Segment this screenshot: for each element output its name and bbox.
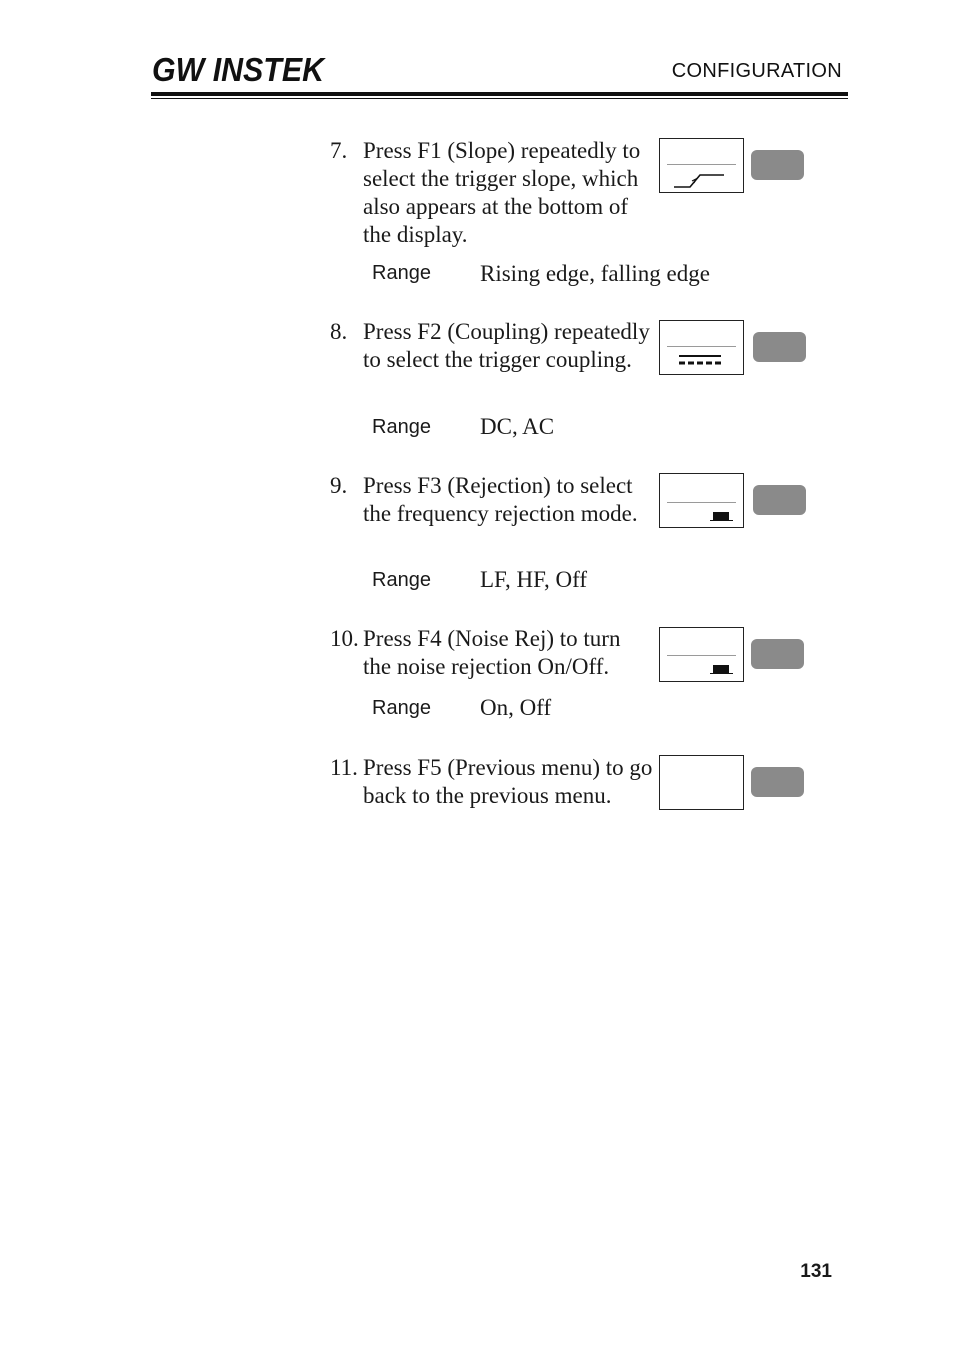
f2-softkey-screen	[659, 320, 744, 375]
f5-softkey-screen	[659, 755, 744, 810]
step-number: 7.	[330, 138, 348, 163]
step-number: 10.	[330, 626, 359, 651]
f1-softkey-screen	[659, 138, 744, 193]
step-text: Press F5 (Previous menu) to go back to the previous menu.	[363, 755, 653, 808]
f5-button[interactable]	[751, 767, 804, 797]
range-value: LF, HF, Off	[480, 567, 588, 592]
f1-button[interactable]	[751, 150, 804, 180]
step-text: Press F3 (Rejection) to select the frequency rejection mode.	[363, 473, 638, 526]
range-label: Range	[372, 416, 431, 438]
f4-button[interactable]	[751, 639, 804, 669]
dc-coupling-icon	[679, 354, 723, 366]
header-rule-thin	[151, 98, 848, 99]
range-value: On, Off	[480, 695, 552, 720]
header-rule	[151, 92, 848, 96]
step-text: Press F1 (Slope) repeatedly to select the trigger slope, which also appears at the bottom of the display.	[363, 138, 641, 247]
range-label: Range	[372, 569, 431, 591]
gw-instek-logo	[152, 52, 327, 86]
f4-softkey-screen	[659, 627, 744, 682]
f2-button[interactable]	[753, 332, 806, 362]
rising-slope-icon	[674, 169, 726, 189]
range-value: Rising edge, falling edge	[480, 261, 710, 286]
f3-button[interactable]	[753, 485, 806, 515]
step-text: Press F2 (Coupling) repeatedly to select the trigger coupling.	[363, 319, 650, 372]
range-value: DC, AC	[480, 414, 555, 439]
rejection-icon	[708, 510, 734, 522]
range-label: Range	[372, 697, 431, 719]
svg-text:GW INSTEK: GW INSTEK	[152, 52, 326, 86]
section-title: CONFIGURATION	[671, 60, 842, 82]
step-text: Press F4 (Noise Rej) to turn the noise rejection On/Off.	[363, 626, 621, 679]
f3-softkey-screen	[659, 473, 744, 528]
step-number: 11.	[330, 755, 358, 780]
step-number: 9.	[330, 473, 348, 498]
range-label: Range	[372, 262, 431, 284]
noise-rejection-icon	[708, 663, 734, 675]
page-number: 131	[800, 1261, 832, 1282]
step-number: 8.	[330, 319, 348, 344]
